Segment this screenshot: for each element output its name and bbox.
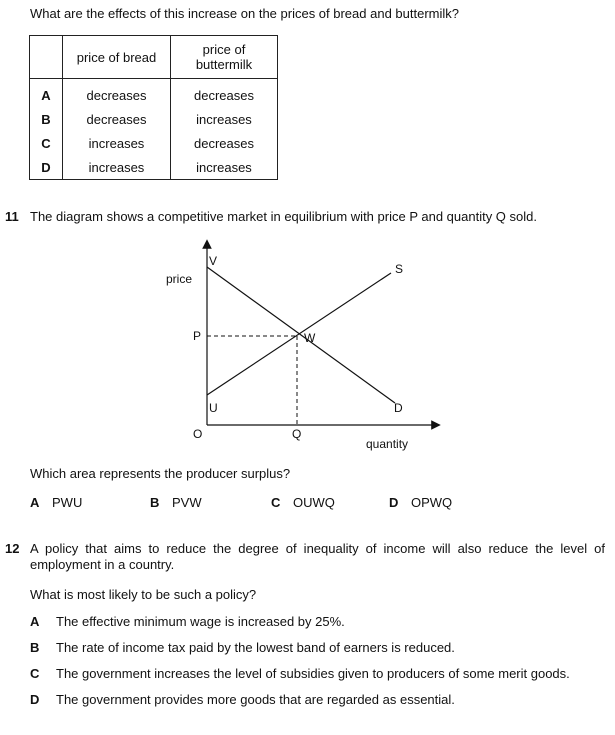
question-text: The diagram shows a competitive market in equilibrium with price P and quantity Q sold. xyxy=(30,209,537,224)
row-buttermilk: increases xyxy=(171,155,278,180)
option-key: B xyxy=(30,640,40,655)
row-key: D xyxy=(30,155,63,180)
label-u: U xyxy=(209,401,218,415)
row-bread: decreases xyxy=(63,79,171,108)
option-text: OPWQ xyxy=(411,495,453,510)
option-text: PWU xyxy=(52,495,83,510)
q11-option-d xyxy=(389,495,452,510)
origin-label: O xyxy=(193,427,203,441)
option-text: The effective minimum wage is increased by 25%. xyxy=(56,614,345,629)
row-key: A xyxy=(30,79,63,108)
row-key: C xyxy=(30,131,63,155)
option-text: The government provides more goods that are regarded as essential. xyxy=(56,692,455,707)
option-text: PVW xyxy=(172,495,202,510)
q11-option-a xyxy=(30,495,82,510)
row-bread: increases xyxy=(63,155,171,180)
label-v: V xyxy=(209,254,218,268)
option-key: D xyxy=(30,692,40,707)
option-key: C xyxy=(271,495,281,510)
question-number: 12 xyxy=(5,541,20,556)
q11-ask: Which area represents the producer surplus? xyxy=(30,466,291,481)
table-header-buttermilk-text: price of buttermilk xyxy=(195,42,253,72)
q12-option-d xyxy=(30,692,455,707)
question-12 xyxy=(5,541,605,573)
row-buttermilk: decreases xyxy=(171,79,278,108)
q12-option-c xyxy=(30,666,570,681)
row-buttermilk: decreases xyxy=(171,131,278,155)
label-d: D xyxy=(394,401,403,415)
question-text: A policy that aims to reduce the degree of inequality of income will also reduce the level of employment in a country. xyxy=(30,541,605,572)
row-bread: increases xyxy=(63,131,171,155)
table-header-bread: price of bread xyxy=(63,36,171,79)
row-key: B xyxy=(30,107,63,131)
intro-question: What are the effects of this increase on the prices of bread and buttermilk? xyxy=(30,6,459,21)
label-w: W xyxy=(304,331,316,345)
label-p: P xyxy=(193,329,202,343)
option-key: D xyxy=(389,495,399,510)
q11-option-b xyxy=(150,495,202,510)
option-key: C xyxy=(30,666,40,681)
option-text: OUWQ xyxy=(293,495,335,510)
row-bread: decreases xyxy=(63,107,171,131)
supply-curve xyxy=(207,273,391,395)
row-buttermilk: increases xyxy=(171,107,278,131)
option-text: The government increases the level of subsidies given to producers of some merit goods. xyxy=(56,666,570,681)
question-number: 11 xyxy=(5,209,19,224)
q12-ask: What is most likely to be such a policy? xyxy=(30,587,257,602)
option-key: B xyxy=(150,495,160,510)
q11-option-c xyxy=(271,495,335,510)
x-axis-label: quantity xyxy=(366,437,409,451)
demand-curve xyxy=(207,267,395,403)
label-q: Q xyxy=(292,427,302,441)
y-axis-label: price xyxy=(166,272,193,286)
option-key: A xyxy=(30,495,40,510)
label-s: S xyxy=(395,262,404,276)
q12-option-a xyxy=(30,614,345,629)
option-key: A xyxy=(30,614,40,629)
q12-option-b xyxy=(30,640,455,655)
option-text: The rate of income tax paid by the lowest band of earners is reduced. xyxy=(56,640,455,655)
